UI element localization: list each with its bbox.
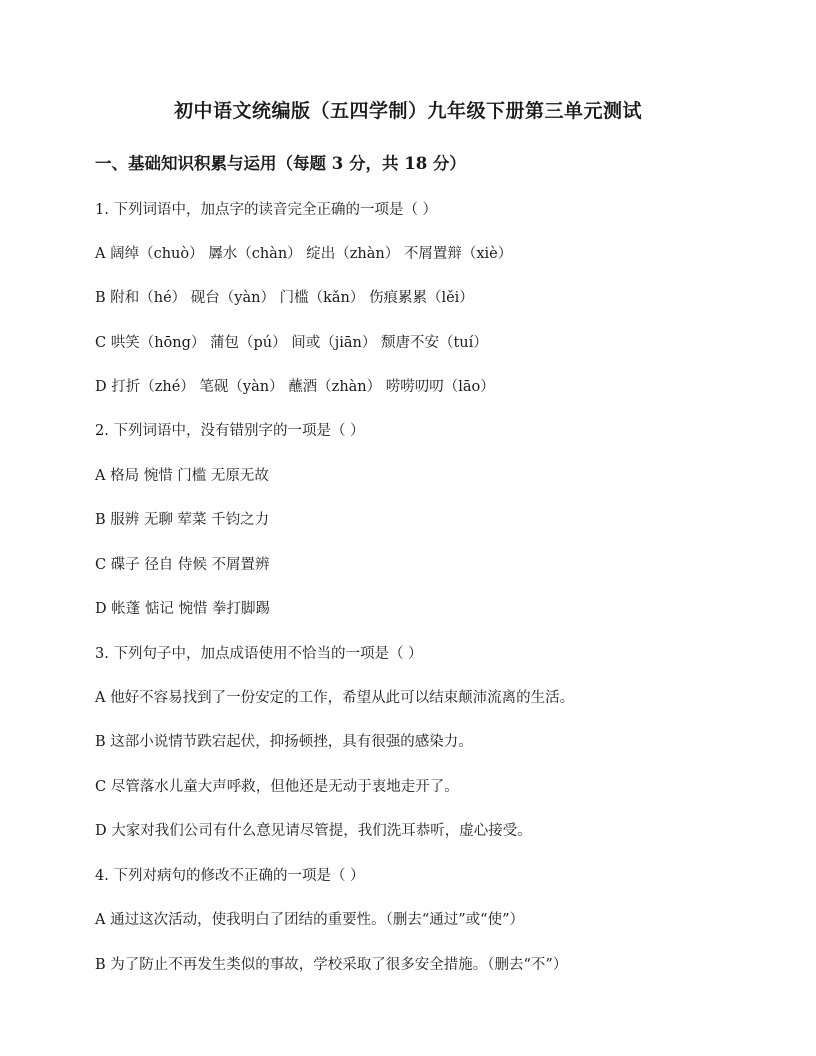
question-1-option-b: B 附和（hé） 砚台（yàn） 门槛（kǎn） 伤痕累累（lěi） <box>95 290 474 306</box>
question-4-option-b: B 为了防止不再发生类似的事故，学校采取了很多安全措施。（删去“不”） <box>95 957 568 973</box>
question-3-option-a: A 他好不容易找到了一份安定的工作，希望从此可以结束颠沛流离的生活。 <box>95 690 575 706</box>
question-1-stem: 1. 下列词语中，加点字的读音完全正确的一项是（ ） <box>95 202 438 218</box>
question-1-option-c: C 哄笑（hōng） 蒲包（pú） 间或（jiān） 颓唐不安（tuí） <box>95 335 488 351</box>
question-3-option-d: D 大家对我们公司有什么意见请尽管提，我们洗耳恭听，虚心接受。 <box>95 823 532 839</box>
section-heading: 一、基础知识积累与运用（每题 3 分，共 18 分） <box>95 154 466 173</box>
question-4-option-a: A 通过这次活动，使我明白了团结的重要性。（删去“通过”或“使”） <box>95 912 524 928</box>
question-2-option-d: D 帐蓬 惦记 惋惜 拳打脚踢 <box>95 601 271 617</box>
question-3-option-c: C 尽管落水儿童大声呼救，但他还是无动于衷地走开了。 <box>95 779 459 795</box>
question-3-option-b: B 这部小说情节跌宕起伏，抑扬顿挫，具有很强的感染力。 <box>95 734 473 750</box>
question-1-option-d: D 打折（zhé） 笔砚（yàn） 蘸酒（zhàn） 唠唠叨叨（lāo） <box>95 379 495 395</box>
question-3-stem: 3. 下列句子中，加点成语使用不恰当的一项是（ ） <box>95 646 423 662</box>
question-2-option-c: C 碟子 径自 侍候 不屑置辨 <box>95 557 270 573</box>
question-1-option-a: A 阔绰（chuò） 羼水（chàn） 绽出（zhàn） 不屑置辩（xiè） <box>95 246 513 262</box>
question-2-option-b: B 服辨 无聊 荤菜 千钧之力 <box>95 512 270 528</box>
document-title: 初中语文统编版（五四学制）九年级下册第三单元测试 <box>173 100 642 122</box>
question-2-stem: 2. 下列词语中，没有错别字的一项是（ ） <box>95 423 365 439</box>
question-4-stem: 4. 下列对病句的修改不正确的一项是（ ） <box>95 868 365 884</box>
question-2-option-a: A 格局 惋惜 门槛 无原无故 <box>95 468 269 484</box>
